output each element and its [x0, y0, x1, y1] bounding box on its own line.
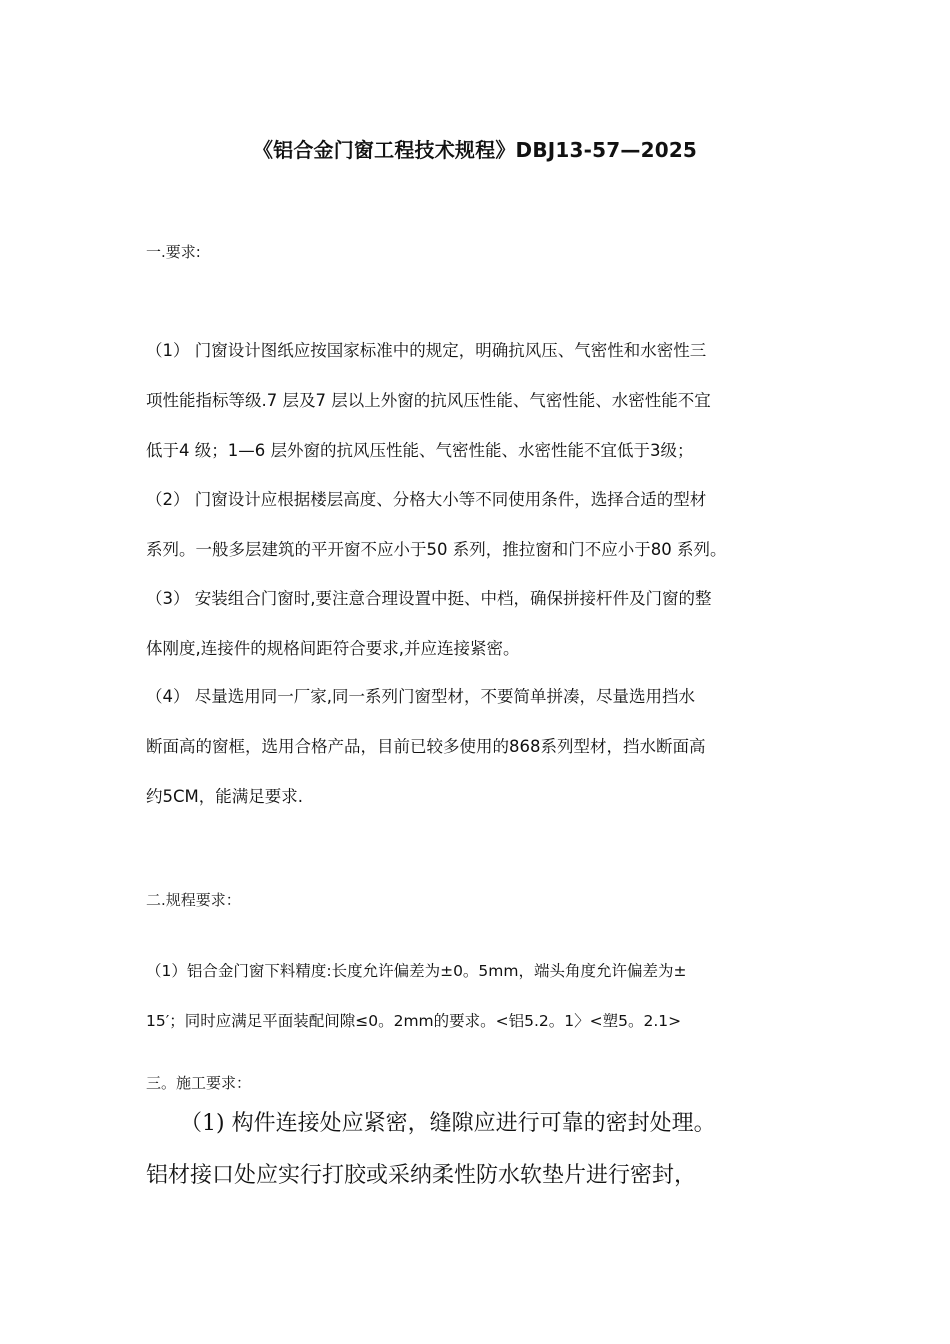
text-line: 铝材接口处应实行打胶或采纳柔性防水软垫片进行密封，	[146, 1163, 697, 1188]
text-line: （4） 尽量选用同一厂家,同一系列门窗型材，不要简单拼凑，尽量选用挡水	[146, 687, 695, 706]
text-line: 体刚度,连接件的规格间距符合要求,并应连接紧密。	[146, 639, 520, 658]
requirement-item-4	[146, 672, 806, 822]
text-line: 15′；同时应满足平面装配间隙≤0。2mm的要求。<铝5.2。1〉<塑5。2.1>	[146, 1012, 682, 1030]
text-line: 项性能指标等级.7 层及7 层以上外窗的抗风压性能、气密性能、水密性能不宜	[146, 391, 711, 410]
text-line: （3） 安装组合门窗时,要注意合理设置中挺、中档，确保拼接杆件及门窗的整	[146, 589, 712, 608]
rule-item-1	[146, 946, 806, 1046]
construction-item-1	[146, 1098, 806, 1202]
text-line: （1) 构件连接处应紧密，缝隙应进行可靠的密封处理。	[180, 1111, 716, 1136]
text-line: 低于4 级；1—6 层外窗的抗风压性能、气密性能、水密性能不宜低于3级；	[146, 441, 694, 460]
text-line: 断面高的窗框，选用合格产品，目前已较多使用的868系列型材，挡水断面高	[146, 737, 706, 756]
text-line: （1） 门窗设计图纸应按国家标准中的规定，明确抗风压、气密性和水密性三	[146, 341, 707, 360]
document-title: 《铝合金门窗工程技术规程》DBJ13-57—2025	[252, 138, 698, 162]
text-line: （2） 门窗设计应根据楼层高度、分格大小等不同使用条件，选择合适的型材	[146, 490, 707, 509]
section-heading-construction: 三。施工要求：	[146, 1074, 252, 1092]
requirement-item-2	[146, 475, 806, 575]
section-heading-requirements: 一.要求:	[146, 243, 201, 261]
section-heading-rules: 二.规程要求：	[146, 891, 241, 909]
text-line: 系列。一般多层建筑的平开窗不应小于50 系列，推拉窗和门不应小于80 系列。	[146, 540, 727, 559]
requirement-item-1	[146, 326, 806, 476]
text-line: 约5CM，能满足要求.	[146, 787, 303, 806]
text-line: （1）铝合金门窗下料精度:长度允许偏差为±0。5mm，端头角度允许偏差为±	[146, 962, 687, 980]
requirement-item-3	[146, 574, 806, 674]
